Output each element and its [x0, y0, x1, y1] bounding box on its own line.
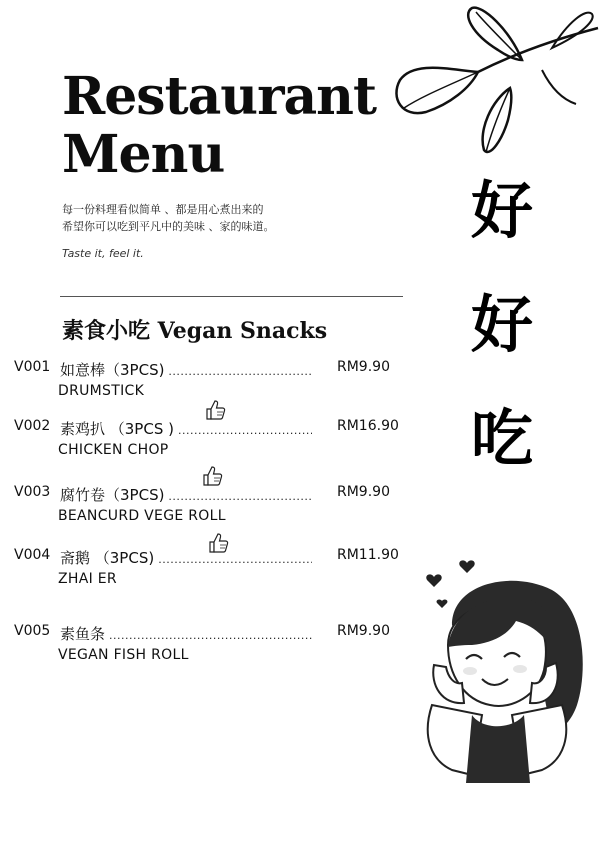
- item-code: V001: [14, 359, 51, 375]
- item-english-name: BEANCURD VEGE ROLL: [58, 508, 226, 524]
- item-code: V004: [14, 547, 51, 563]
- item-english-name: DRUMSTICK: [58, 383, 145, 399]
- item-code: V002: [14, 418, 51, 434]
- title-line-1: Restaurant: [62, 66, 377, 127]
- heart-icon: [459, 560, 474, 573]
- intro-line-2: 希望你可以吃到平凡中的美味 、家的味道。: [62, 220, 275, 233]
- item-price: RM9.90: [337, 623, 390, 639]
- item-name: 素鸡扒 （3PCS ) .....: [60, 418, 312, 438]
- item-english-name: VEGAN FISH ROLL: [58, 647, 189, 663]
- item-price: RM9.90: [337, 359, 390, 375]
- item-name: 如意棒（3PCS) .....: [60, 359, 312, 379]
- calligraphy-char-2: 好: [470, 288, 533, 361]
- section-title: 素食小吃 Vegan Snacks: [62, 318, 328, 344]
- item-price: RM11.90: [337, 547, 399, 563]
- thumbs-up-icon: [201, 464, 225, 488]
- intro-line-1: 每一份料理看似简单 、都是用心煮出来的: [62, 203, 264, 216]
- item-code: V003: [14, 484, 51, 500]
- calligraphy-char-3: 吃: [470, 402, 533, 475]
- divider: [60, 296, 403, 297]
- title-line-2: Menu: [62, 124, 225, 185]
- intro-text: [62, 201, 275, 235]
- menu-item-v001: [14, 359, 414, 399]
- tagline: Taste it, feel it.: [62, 247, 144, 260]
- thumbs-up-icon: [204, 398, 228, 422]
- calligraphy-char-1: 好: [470, 174, 533, 247]
- smiling-girl-illustration: [412, 555, 590, 785]
- leaf-branch-illustration: [392, 0, 600, 160]
- item-english-name: ZHAI ER: [58, 571, 117, 587]
- item-name: 斋鹅 （3PCS) .....: [60, 547, 312, 567]
- item-price: RM16.90: [337, 418, 399, 434]
- heart-icon: [426, 574, 441, 587]
- heart-icon: [437, 600, 448, 608]
- item-name: 腐竹卷（3PCS) .....: [60, 484, 312, 504]
- item-name: 素鱼条 .....: [60, 623, 312, 643]
- thumbs-up-icon: [207, 531, 231, 555]
- menu-item-v002: [14, 418, 414, 458]
- menu-title: [62, 68, 376, 184]
- item-price: RM9.90: [337, 484, 390, 500]
- menu-item-v005: [14, 623, 414, 663]
- menu-item-v003: [14, 484, 414, 524]
- item-english-name: CHICKEN CHOP: [58, 442, 169, 458]
- item-code: V005: [14, 623, 51, 639]
